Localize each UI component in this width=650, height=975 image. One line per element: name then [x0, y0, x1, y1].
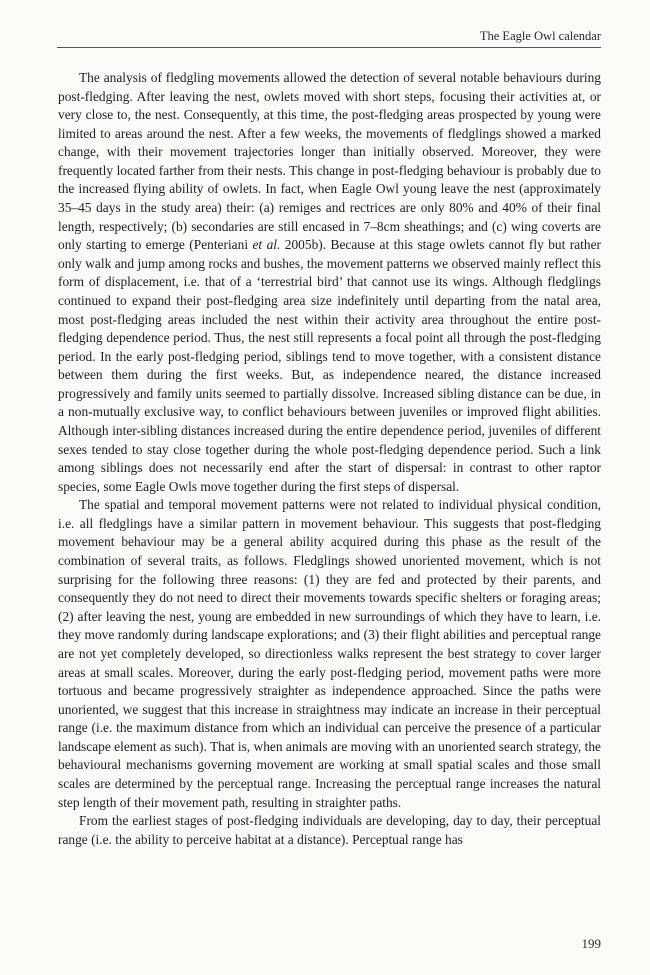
citation-et-al: et al.	[252, 237, 281, 253]
paragraph-1-text-b: 2005b). Because at this stage owlets cannot fly but rather only walk and jump among rocks and bushes, the movement patterns we observed mainly reflect this form of displacement, i.e. that of a ‘terrestrial bird’ that cannot use its wings. Although fledglings continued to expand their post-fledging area size indefinitely until departing from the natal area, most post-fledging areas included the nest within their activity area throughout the entire post-fledging dependence period. Thus, the nest still represents a focal point all through the post-fledging period. In the early post-fledging period, siblings tend to move together, with a consistent distance between them during the first weeks. But, as independence neared, the distance increased progressively and family units seemed to partially dissolve. Increased sibling distance can be due, in a non-mutually exclusive way, to conflict behaviours between juveniles or improved flight abilities. Although inter-sibling distances increased during the entire dependence period, juveniles of different sexes tended to stay close together during the whole post-fledging dependence period. Such a link among siblings does not necessarily end after the start of dispersal: in contrast to other raptor species, some Eagle Owls move together during the first steps of dispersal.	[58, 237, 601, 494]
paragraph-2: The spatial and temporal movement patterns were not related to individual physical condition, i.e. all fledglings have a similar pattern in movement behaviour. This suggests that post-fledging movement behaviour may be a general ability acquired during this phase as the result of the combination of several traits, as follows. Fledglings showed unoriented movement, which is not surprising for the following three reasons: (1) they are fed and protected by their parents, and consequently they do not need to direct their movements towards specific shelters or foraging areas; (2) after leaving the nest, young are embedded in new surroundings of which they have to learn, i.e. they move randomly during landscape explorations; and (3) their flight abilities and perceptual range are not yet completely developed, so directionless walks represent the best strategy to cover larger areas at small scales. Moreover, during the early post-fledging period, movement paths were more tortuous and became progressively straighter as independence approached. Since the paths were unoriented, we suggest that this increase in straightness may indicate an increase in their perceptual range (i.e. the maximum distance from which an individual can perceive the presence of a particular landscape element as such). That is, when animals are moving with an unoriented search strategy, the behavioural mechanisms governing movement are working at small spatial scales and those small scales are determined by the perceptual range. Increasing the perceptual range increases the natural step length of their movement path, resulting in straighter paths.	[58, 497, 601, 810]
page-number: 199	[581, 936, 601, 951]
header-rule	[57, 47, 601, 48]
paragraph-1-text-a: The analysis of fledgling movements allowed the detection of several notable behaviours during post-fledging. After leaving the nest, owlets moved with short steps, focusing their activities at, or very close to, the nest. Consequently, at this time, the post-fledging areas prospected by young were limited to areas around the nest. After a few weeks, the movements of fledglings showed a marked change, with their movement trajectories longer than initially observed. Moreover, they were frequently located farther from their nests. This change in post-fledging behaviour is probably due to the increased flying ability of owlets. In fact, when Eagle Owl young leave the nest (approximately 35–45 days in the study area) their: (a) remiges and rectrices are only 80% and 40% of their final length, respectively; (b) secondaries are still encased in 7–8cm sheathings; and (c) wing coverts are only starting to emerge (Penteriani	[58, 70, 601, 253]
paragraph-1	[58, 69, 601, 496]
body-text	[58, 69, 601, 849]
paragraph-3: From the earliest stages of post-fledging individuals are developing, day to day, their perceptual range (i.e. the ability to perceive habitat at a distance). Perceptual range has	[58, 813, 601, 847]
running-head: The Eagle Owl calendar	[479, 29, 601, 43]
